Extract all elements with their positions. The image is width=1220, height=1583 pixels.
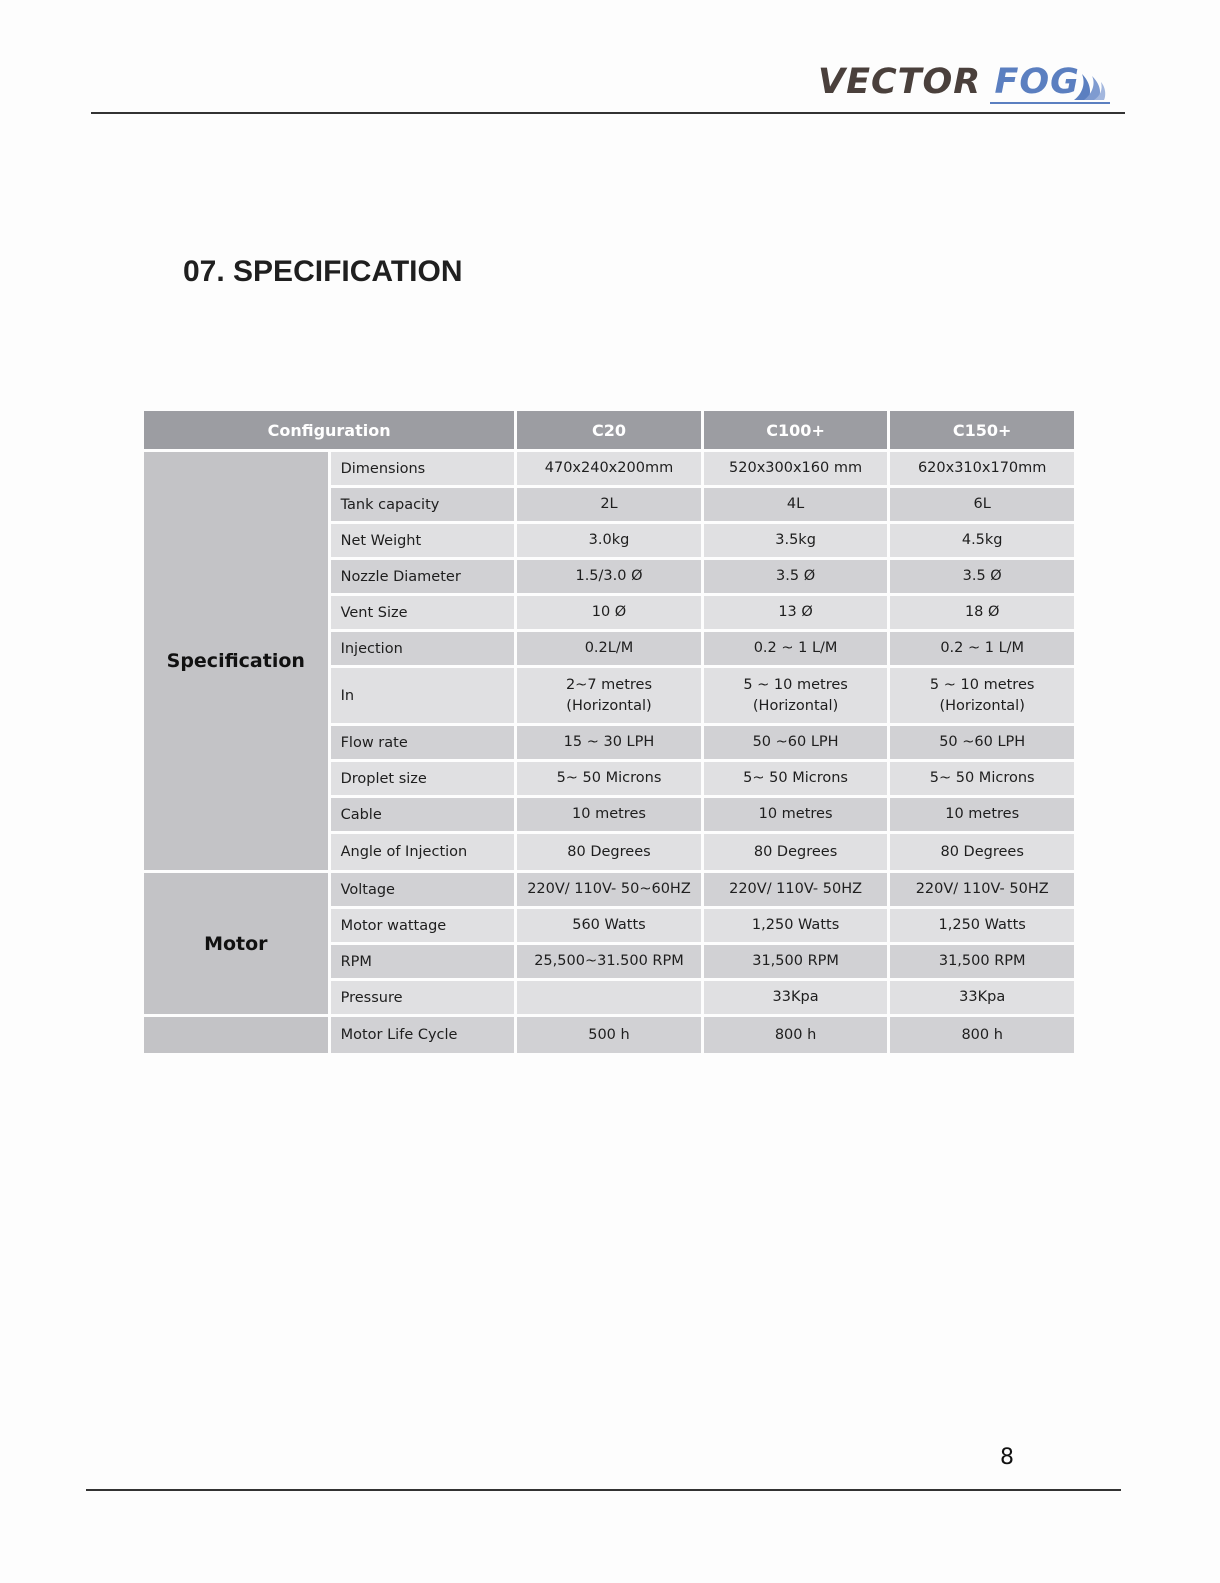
value-c150-plus: 10 metres [890, 798, 1074, 831]
value-line-1: 5 ~ 10 metres [743, 676, 848, 693]
value-c100-plus: 33Kpa [704, 981, 888, 1014]
value-c150-plus: 50 ~60 LPH [890, 726, 1074, 759]
param-label: In [331, 668, 515, 723]
value-c150-plus: 6L [890, 488, 1074, 521]
value-c100-plus: 31,500 RPM [704, 945, 888, 978]
param-label: Nozzle Diameter [331, 560, 515, 593]
param-label: Vent Size [331, 596, 515, 629]
value-c100-plus: 10 metres [704, 798, 888, 831]
value-c100-plus: 80 Degrees [704, 834, 888, 870]
value-c20: 470x240x200mm [517, 452, 701, 485]
group-specification: Specification [144, 452, 328, 870]
value-c100-plus: 220V/ 110V- 50HZ [704, 873, 888, 906]
value-c150-plus: 3.5 Ø [890, 560, 1074, 593]
value-c20 [517, 981, 701, 1014]
header-c20: C20 [517, 411, 701, 449]
fog-waves-icon [1072, 72, 1106, 102]
logo-word-vector: VECTOR [818, 62, 982, 102]
value-c20: 560 Watts [517, 909, 701, 942]
value-c20: 15 ~ 30 LPH [517, 726, 701, 759]
param-label: Injection [331, 632, 515, 665]
param-label: Flow rate [331, 726, 515, 759]
table-row [144, 873, 1074, 906]
value-c150-plus: 80 Degrees [890, 834, 1074, 870]
group-empty [144, 1017, 328, 1053]
value-c100-plus: 50 ~60 LPH [704, 726, 888, 759]
logo-underline [990, 102, 1110, 104]
value-c20: 5~ 50 Microns [517, 762, 701, 795]
value-c20: 220V/ 110V- 50~60HZ [517, 873, 701, 906]
value-c20: 500 h [517, 1017, 701, 1053]
param-label: RPM [331, 945, 515, 978]
value-c20: 10 metres [517, 798, 701, 831]
header-rule [91, 112, 1125, 114]
value-c100-plus: 800 h [704, 1017, 888, 1053]
header-c150-plus: C150+ [890, 411, 1074, 449]
value-c100-plus: 0.2 ~ 1 L/M [704, 632, 888, 665]
value-line-2: (Horizontal) [566, 697, 652, 714]
header-c100-plus: C100+ [704, 411, 888, 449]
value-c150-plus [890, 668, 1074, 723]
value-c20: 1.5/3.0 Ø [517, 560, 701, 593]
table-header-row [144, 411, 1074, 449]
value-c20 [517, 668, 701, 723]
page-title: 07. SPECIFICATION [183, 255, 463, 288]
param-label: Tank capacity [331, 488, 515, 521]
value-line-1: 2~7 metres [565, 676, 653, 693]
param-label: Motor Life Cycle [331, 1017, 515, 1053]
value-c20: 80 Degrees [517, 834, 701, 870]
group-motor: Motor [144, 873, 328, 1014]
param-label: Motor wattage [331, 909, 515, 942]
page-number: 8 [1000, 1445, 1014, 1470]
value-line-2: (Horizontal) [752, 697, 839, 714]
header-configuration: Configuration [144, 411, 514, 449]
value-c150-plus: 0.2 ~ 1 L/M [890, 632, 1074, 665]
value-c150-plus: 220V/ 110V- 50HZ [890, 873, 1074, 906]
param-label: Droplet size [331, 762, 515, 795]
value-c100-plus: 5~ 50 Microns [704, 762, 888, 795]
value-c100-plus: 4L [704, 488, 888, 521]
value-line-2: (Horizontal) [939, 697, 1025, 714]
value-c150-plus: 5~ 50 Microns [890, 762, 1074, 795]
table-row [144, 1017, 1074, 1053]
value-c100-plus: 1,250 Watts [704, 909, 888, 942]
param-label: Voltage [331, 873, 515, 906]
value-line-1: 5 ~ 10 metres [929, 676, 1035, 693]
param-label: Pressure [331, 981, 515, 1014]
value-c150-plus: 800 h [890, 1017, 1074, 1053]
value-c100-plus: 13 Ø [704, 596, 888, 629]
footer-rule [86, 1489, 1121, 1491]
table-row [144, 452, 1074, 485]
param-label: Angle of Injection [331, 834, 515, 870]
value-c20: 2L [517, 488, 701, 521]
specification-table [141, 408, 1077, 1056]
value-c150-plus: 1,250 Watts [890, 909, 1074, 942]
value-c100-plus: 3.5 Ø [704, 560, 888, 593]
value-c20: 3.0kg [517, 524, 701, 557]
value-c150-plus: 33Kpa [890, 981, 1074, 1014]
value-c20: 0.2L/M [517, 632, 701, 665]
param-label: Cable [331, 798, 515, 831]
value-c20: 10 Ø [517, 596, 701, 629]
logo-word-fog: FOG [994, 62, 1080, 102]
value-c150-plus: 4.5kg [890, 524, 1074, 557]
value-c150-plus: 18 Ø [890, 596, 1074, 629]
value-c100-plus: 3.5kg [704, 524, 888, 557]
param-label: Net Weight [331, 524, 515, 557]
value-c20: 25,500~31.500 RPM [517, 945, 701, 978]
brand-logo [818, 62, 1118, 110]
value-c150-plus: 31,500 RPM [890, 945, 1074, 978]
value-c150-plus: 620x310x170mm [890, 452, 1074, 485]
param-label: Dimensions [331, 452, 515, 485]
value-c100-plus: 520x300x160 mm [704, 452, 888, 485]
value-c100-plus [704, 668, 888, 723]
